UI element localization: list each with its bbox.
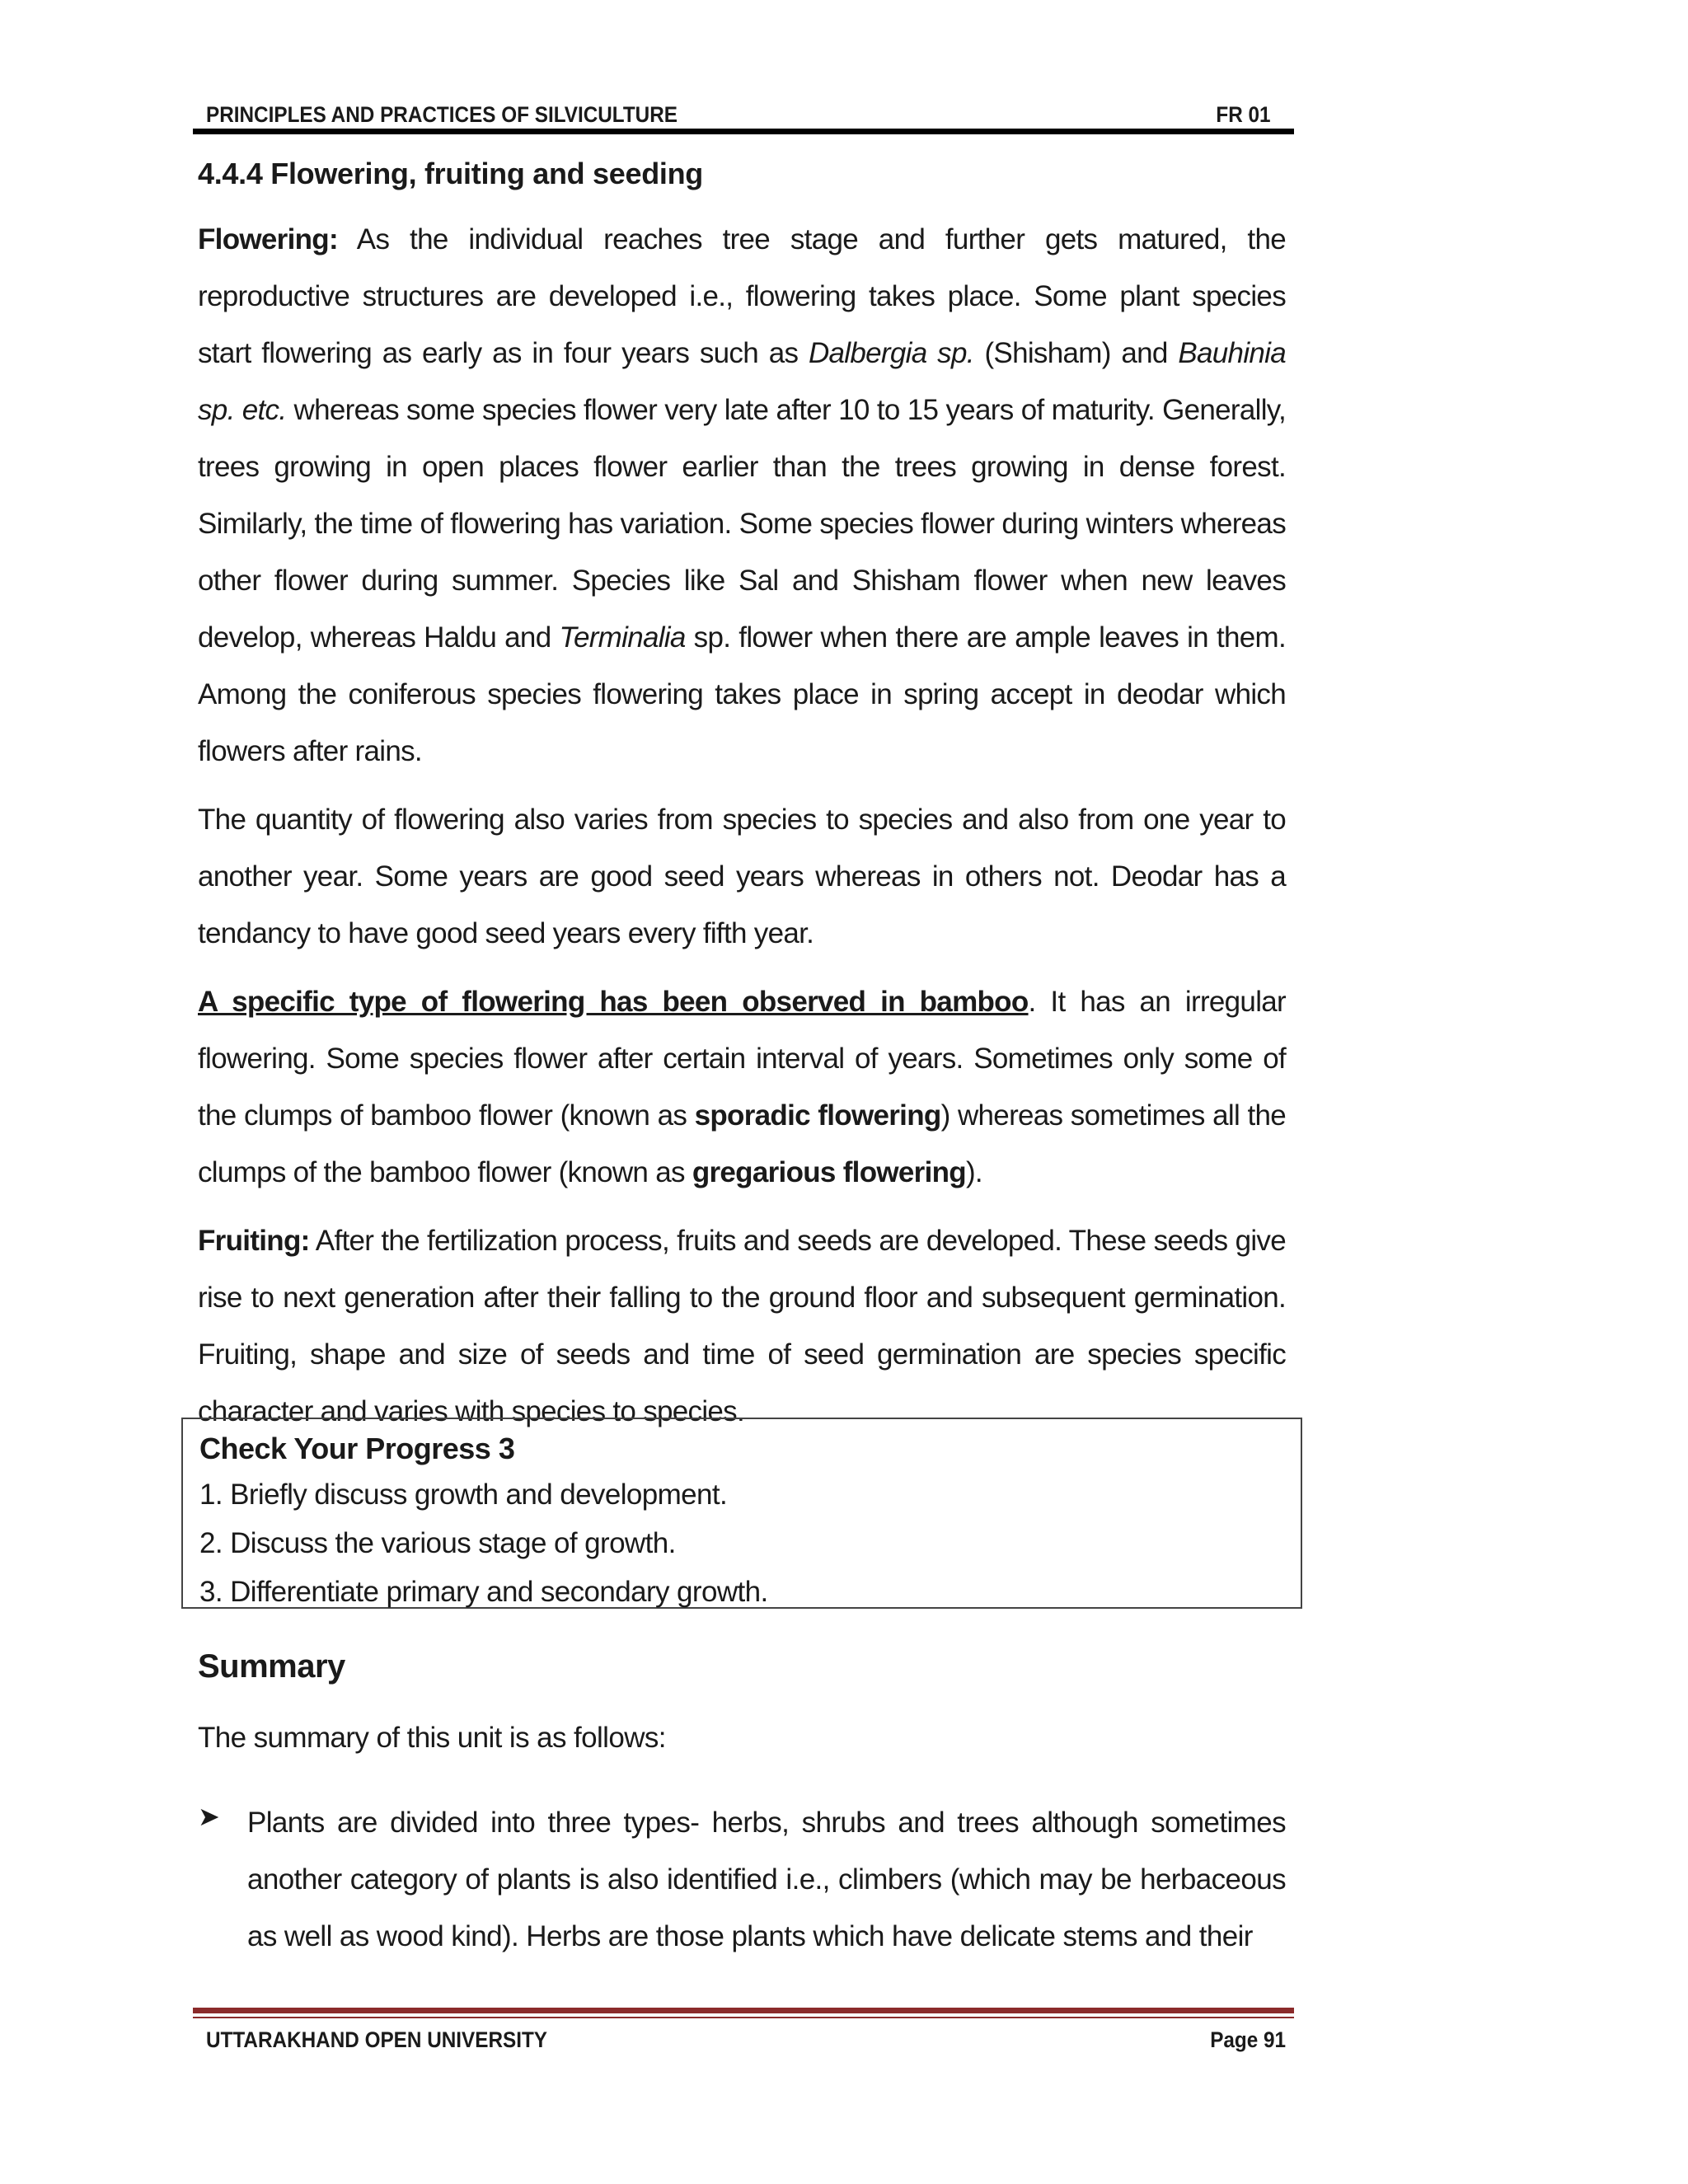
page-header [206,99,1294,132]
page-footer [206,2026,1294,2059]
footer-rule-thin [193,2017,1294,2018]
page-number: Page 91 [1210,2027,1286,2052]
header-title: PRINCIPLES AND PRACTICES OF SILVICULTURE [206,102,678,127]
summary-section [198,1648,1286,1965]
bamboo-underline: A specific type of flowering has been observed in bamboo [198,986,1029,1018]
fruiting-label: Fruiting: [198,1225,310,1257]
summary-bullet-text: Plants are divided into three types- herbs, shrubs and trees although sometimes another category of plants is also identified i.e., climbers (which may be herbaceous as well as wood kind). Herbs are those plants which have delicate stems and their [247,1807,1286,1952]
arrow-bullet-icon: ➤ [198,1802,220,1831]
footer-rule [193,2008,1294,2013]
section-heading: 4.4.4 Flowering, fruiting and seeding [198,157,703,190]
progress-item: 1. Briefly discuss growth and development. [199,1479,728,1511]
paragraph-flowering: Flowering: As the individual reaches tree stage and further gets matured, the reproductive structures are developed i.e., flowering takes place. Some plant species start flowering as early as in four years such as Dalbergia sp. (Shisham) and Bauhinia sp. etc. whereas some species flower very late after 10 to 15 years of maturity. Generally, trees growing in open places flower earlier than the trees growing in dense forest. Similarly, the time of flowering has variation. Some species flower during winters whereas other flower during summer. Species like Sal and Shisham flower when new leaves develop, whereas Haldu and Terminalia sp. flower when there are ample leaves in them. Among the coniferous species flowering takes place in spring accept in deodar which flowers after rains. [198,223,1286,767]
main-content [198,157,1286,1440]
paragraph-quantity: The quantity of flowering also varies from species to species and also from one year to another year. Some years are good seed years whereas in others not. Deodar has a tendancy to have good seed years every fifth year. [198,804,1286,949]
header-rule [193,129,1294,134]
summary-heading: Summary [198,1648,345,1685]
flowering-label: Flowering: [198,223,338,255]
paragraph-bamboo: A specific type of flowering has been observed in bamboo. It has an irregular flowering. Some species flower after certain interval of years. Sometimes only some of the clumps of bamboo flower (known as sporadic flowering) whereas sometimes all the clumps of the bamboo flower (known as gregarious flowering). [198,986,1286,1188]
progress-item: 2. Discuss the various stage of growth. [199,1527,676,1559]
progress-item: 3. Differentiate primary and secondary growth. [199,1576,768,1608]
paragraph-fruiting: Fruiting: After the fertilization process, fruits and seeds are developed. These seeds give rise to next generation after their falling to the ground floor and subsequent germination. Fruiting, shape and size of seeds and time of seed germination are species specific character and varies with species to species. [198,1225,1286,1427]
summary-intro: The summary of this unit is as follows: [198,1722,666,1754]
header-code: FR 01 [1216,102,1271,127]
summary-bullet [198,1794,1286,1965]
check-progress-title: Check Your Progress 3 [199,1432,515,1465]
footer-university: UTTARAKHAND OPEN UNIVERSITY [206,2027,548,2052]
check-progress-box [181,1418,1302,1609]
